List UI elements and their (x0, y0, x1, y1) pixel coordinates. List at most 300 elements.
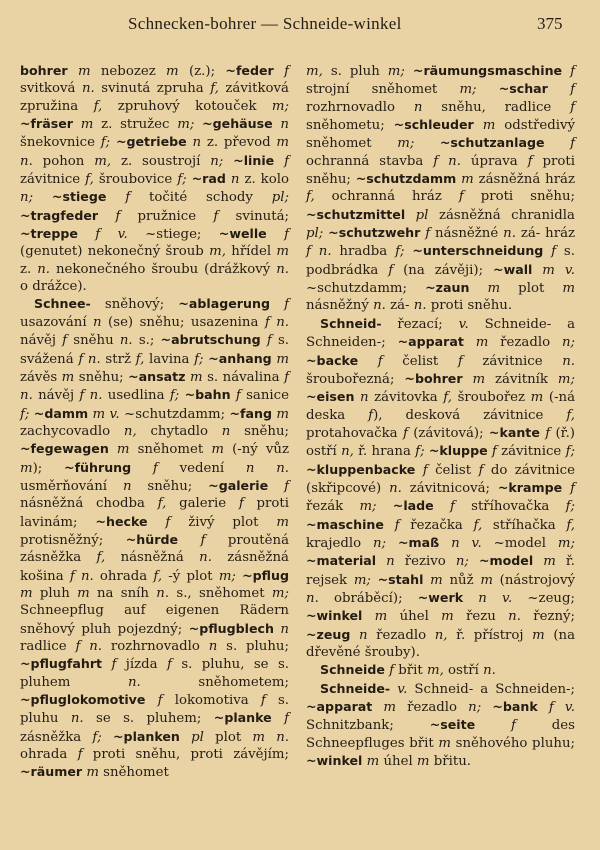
grammar-label: pl; (306, 226, 324, 242)
entry-text (414, 136, 440, 151)
entry-text: návěj (32, 388, 80, 404)
entry-text: pružnice (120, 208, 214, 224)
entry-text: živý plot (170, 514, 277, 530)
headword: ~schutzwehr (328, 225, 421, 241)
headword: Schneide (320, 662, 385, 678)
grammar-label: f (457, 353, 463, 369)
entry-text: z. převod (201, 135, 277, 151)
grammar-label: f (449, 499, 455, 515)
grammar-label: n (208, 639, 218, 654)
grammar-label: f n. (264, 314, 289, 330)
grammar-label: f (77, 747, 83, 763)
entry-text: jízda (116, 657, 168, 673)
headword: ~tragfeder (20, 207, 99, 223)
grammar-label: f n. (78, 351, 101, 367)
headword: ~räumungsmaschine (412, 63, 563, 78)
entry-text (267, 227, 284, 242)
grammar-label: f (570, 99, 575, 115)
entry-text: sněhometem; (140, 674, 289, 690)
grammar-label: f n. (433, 153, 461, 169)
headword: ~werk (417, 589, 464, 605)
headword: ~kluppe (428, 443, 488, 459)
entry-text: -ý plot (162, 568, 219, 584)
grammar-label: f (458, 189, 464, 205)
page-number: 375 (537, 14, 563, 33)
grammar-label: m, (306, 64, 323, 79)
headword: ~apparat (306, 699, 373, 715)
entry-text: strž (100, 351, 136, 367)
entry-text: proti sněhu. (426, 298, 513, 314)
entry-text: (genutet) nekonečný šroub (20, 244, 210, 260)
grammar-label: f (284, 64, 289, 79)
grammar-label: f (284, 711, 290, 727)
entry-text (543, 244, 551, 259)
grammar-label: f; (169, 388, 180, 404)
headword: ~kluppenbacke (306, 461, 416, 477)
headword: ~fräser (20, 116, 73, 132)
entry-text: zá- hráz (515, 226, 575, 242)
entry-text (434, 499, 450, 514)
grammar-label: pl (191, 729, 204, 745)
grammar-label: m v. (92, 406, 120, 422)
running-head: Schnecken-bohrer — Schneide-winkel (128, 14, 402, 33)
headword: Schneid- (320, 315, 382, 331)
grammar-label: f (422, 462, 428, 478)
entry-text: Schneid- a Schneiden-; (407, 681, 576, 697)
entry-text: s., sněhomet (169, 585, 272, 601)
headword: ~abrutschung (160, 332, 261, 348)
grammar-label: n. (389, 480, 402, 496)
grammar-label: n (280, 621, 289, 637)
entry-text: strojní sněhomet (306, 82, 460, 98)
grammar-label: m (480, 572, 493, 588)
entry-text: násněžná chodba (20, 496, 158, 512)
dictionary-entry (306, 680, 575, 771)
headword: ~eisen (306, 389, 355, 405)
grammar-label: f (511, 718, 516, 734)
headword: ~führung (64, 459, 132, 475)
entry-text: protahovačka (306, 425, 403, 441)
entry-text (439, 536, 451, 551)
entry-text: lavina (144, 351, 195, 367)
entry-text (180, 730, 191, 745)
grammar-label: f (115, 208, 121, 224)
entry-text (131, 461, 153, 476)
entry-text (469, 554, 479, 569)
entry-text (109, 442, 117, 457)
entry-text: z. (20, 261, 38, 277)
headword: ~schutzmittel (306, 206, 406, 222)
entry-text (68, 64, 78, 79)
entry-text: z. stružec (93, 117, 178, 133)
grammar-label: n; (455, 554, 469, 570)
grammar-label: pl; (271, 190, 290, 206)
entry-text: řezák (306, 499, 360, 515)
grammar-label: f n. (69, 568, 94, 584)
entry-text (386, 536, 398, 551)
grammar-label: n. (306, 590, 319, 606)
entry-text: pohon (32, 153, 95, 169)
grammar-label: m n. (20, 135, 289, 169)
grammar-label: m (416, 754, 430, 770)
entry-text (98, 209, 115, 224)
grammar-label: m; (557, 371, 575, 387)
grammar-label: f n. (79, 388, 103, 404)
entry-text: břit (394, 663, 427, 679)
entry-text: o drážce). (20, 279, 87, 295)
grammar-label: m (366, 754, 380, 770)
grammar-label: m (374, 609, 388, 625)
grammar-label: f; (177, 172, 187, 188)
grammar-label: f; (20, 406, 30, 422)
entry-text (371, 573, 378, 588)
grammar-label: n. (483, 663, 496, 679)
grammar-label: f (165, 514, 171, 530)
entry-text: ), desková závitnice (373, 407, 567, 423)
grammar-label: f; (565, 499, 576, 515)
headword: ~räumer (20, 764, 83, 780)
entry-text (223, 154, 233, 169)
headword: ~pflug (242, 567, 289, 583)
grammar-label: m, (209, 244, 226, 260)
entry-text (274, 64, 284, 79)
entry-text: proti sněhu; (463, 189, 576, 205)
grammar-label: n; (468, 700, 482, 716)
grammar-label: n (192, 135, 202, 151)
entry-text: břitu. (429, 754, 472, 770)
entry-text (73, 117, 81, 132)
entry-text: se s. pluhem; (83, 711, 214, 727)
grammar-label: f (62, 333, 68, 349)
entry-text: s. pluhu; (217, 639, 289, 654)
headword: ~bahn (184, 387, 231, 403)
grammar-label: f (284, 153, 289, 169)
entry-text: úprava (460, 153, 528, 169)
headword: ~rad (191, 171, 226, 187)
entry-text: řezačka (399, 517, 474, 533)
grammar-label: f (167, 657, 172, 673)
grammar-label: n. (156, 585, 170, 601)
entry-text: proti lavinám; (20, 496, 289, 530)
entry-text: ~zeug; (512, 590, 575, 606)
headword: ~backe (306, 352, 359, 368)
entry-text: nekonečného šroubu (drážkový (50, 261, 277, 277)
entry-text: protisněžný; (20, 532, 126, 548)
grammar-label: m; (459, 82, 477, 98)
headword: ~schutzdamm (355, 171, 457, 187)
headword: ~fegewagen (20, 441, 109, 457)
entry-text: závitník (485, 371, 558, 387)
grammar-label: n n. (245, 460, 289, 476)
entry-text: sněhu; (74, 369, 129, 385)
entry-text (102, 730, 113, 745)
headword: Schneide- (320, 680, 391, 696)
entry-text: proti sněhu; (306, 153, 575, 188)
headword: ~stiege (51, 189, 107, 205)
grammar-label: n, (434, 627, 448, 643)
entry-text: svinutá zpruha (94, 81, 211, 97)
entry-text: zásněžná hráz (473, 172, 575, 188)
grammar-label: m (461, 172, 474, 188)
grammar-label: m (530, 390, 544, 406)
grammar-label: f (284, 297, 289, 313)
page-header (0, 0, 600, 40)
grammar-label: m (532, 627, 545, 643)
entry-text (538, 700, 549, 715)
entry-text (148, 515, 166, 530)
entry-text (106, 190, 125, 205)
grammar-label: n. (119, 333, 133, 349)
entry-text: zpruhový kotouček (102, 98, 272, 114)
grammar-label: n (360, 390, 369, 406)
grammar-label: m (562, 281, 575, 297)
grammar-label: f, (306, 189, 315, 205)
headword: ~schutzanlage (439, 135, 545, 151)
entry-text: sněhu, radlice (422, 99, 571, 115)
grammar-label: f (213, 208, 219, 224)
entry-text: sněhový; (90, 297, 179, 313)
grammar-label: f, (135, 351, 145, 367)
entry-text (78, 227, 95, 242)
entry-text: ); (32, 460, 65, 476)
grammar-label: m (430, 572, 443, 588)
grammar-label: n, (123, 423, 137, 439)
entry-text: proutěná zásněžka (20, 532, 290, 566)
grammar-label: f; (565, 444, 575, 460)
headword: ~maß (397, 534, 440, 550)
entry-text (268, 479, 284, 494)
entry-text: (-ný vůz (223, 442, 289, 458)
entry-text (415, 463, 422, 478)
entry-text: chytadlo (136, 423, 222, 439)
entry-text: (z.); (178, 64, 226, 79)
grammar-label: f v. (95, 227, 128, 243)
grammar-label: n. (70, 711, 84, 727)
entry-text: řezadlo (396, 700, 469, 716)
entry-text: sněhometu; (306, 118, 394, 134)
entry-text: stříhačka (482, 517, 567, 533)
grammar-label: f, (566, 517, 576, 533)
entry-text: svinutá; (218, 208, 289, 224)
entry-text: na sníh (89, 585, 157, 601)
grammar-label: f v. (548, 700, 576, 716)
entry-text: (na závěji); (393, 262, 494, 278)
right-column (306, 62, 575, 770)
grammar-label: f; (395, 244, 405, 260)
headword: ~planken (113, 728, 180, 744)
headword: ~winkel (306, 608, 363, 624)
entry-text: hřídel (225, 244, 277, 260)
grammar-label: f n. (20, 369, 289, 404)
headword: ~linie (233, 152, 275, 168)
grammar-label: m; (271, 585, 289, 601)
entry-text: návěj (20, 333, 63, 349)
grammar-label: m (166, 64, 179, 79)
headword: ~seite (429, 717, 476, 733)
grammar-label: m (20, 460, 33, 476)
dictionary-entry (306, 62, 575, 315)
entry-text: svitková (20, 81, 82, 97)
entry-text (463, 591, 478, 606)
dictionary-entry (20, 62, 289, 295)
grammar-label: m (276, 351, 289, 367)
entry-text: proti sněhu, proti závějím; (82, 747, 289, 763)
grammar-label: f (388, 262, 394, 278)
entry-text (405, 208, 416, 223)
entry-text: sněhového pluhu; (450, 735, 575, 751)
entry-text: z. kolo (239, 172, 289, 188)
entry-text: šroubořez (451, 390, 531, 406)
entry-text (377, 499, 393, 514)
entry-text: závitnice (20, 172, 86, 188)
grammar-label: f (394, 517, 400, 533)
grammar-label: v. (397, 681, 408, 697)
grammar-label: n. (373, 298, 386, 314)
dictionary-entry (306, 661, 575, 679)
entry-text: ohrada (20, 747, 78, 763)
grammar-label: f; (92, 729, 102, 745)
grammar-label: f, (93, 98, 103, 114)
entry-text: nůž (442, 572, 481, 588)
entry-text (545, 136, 571, 151)
grammar-label: m (543, 554, 556, 570)
headword: ~material (306, 553, 377, 569)
entry-text: z. soustrojí (111, 153, 211, 169)
grammar-label: n; (20, 190, 34, 206)
grammar-label: m (276, 244, 289, 260)
grammar-label: f, (210, 81, 219, 97)
grammar-label: m (482, 118, 496, 134)
entry-text (372, 700, 383, 715)
headword: ~pflugfahrt (20, 656, 103, 672)
grammar-label: m (472, 371, 486, 387)
grammar-label: f (389, 663, 395, 679)
grammar-label: f n. (306, 244, 332, 260)
grammar-label: f (402, 425, 408, 441)
entry-text: Schneepflug auf eigenen Rädern sněhový pluh pojezdný; (20, 603, 289, 637)
grammar-label: m (116, 442, 130, 458)
entry-text: ~schutzdamm; (306, 281, 426, 297)
entry-text: řezací; (381, 316, 459, 332)
entry-text: zachycovadlo (20, 423, 124, 439)
grammar-label: f, (153, 568, 163, 584)
grammar-label: m (61, 369, 75, 385)
headword: ~galerie (208, 477, 269, 493)
headword: ~bohrer (404, 370, 463, 386)
entry-text: stříhovačka (454, 499, 566, 515)
grammar-label: m (441, 609, 454, 625)
entry-text: s. svážená (20, 333, 290, 367)
entry-text: řezivo (394, 554, 456, 570)
entry-text: pluh (32, 585, 78, 601)
grammar-label: f (527, 153, 533, 169)
grammar-label: m; (397, 136, 415, 152)
entry-text (376, 554, 386, 569)
entry-text (33, 190, 52, 205)
grammar-label: m (487, 281, 501, 297)
grammar-label: m (86, 765, 99, 781)
entry-text: vedení (157, 460, 246, 476)
entry-text: obráběcí); (318, 590, 418, 606)
headword: ~wall (493, 261, 533, 277)
entry-text: nebozez (90, 64, 167, 79)
entry-text: ~schutzdamm; (119, 406, 230, 422)
entry-text: násněžné (430, 226, 504, 242)
entry-text: zásněžná košina (20, 550, 289, 584)
entry-text: řezný; (520, 609, 576, 625)
grammar-label: f, (85, 172, 94, 188)
grammar-label: n; (373, 535, 387, 551)
headword: ~maschine (306, 516, 384, 532)
headword: ~winkel (306, 753, 363, 769)
grammar-label: f (570, 64, 576, 79)
grammar-label: m v. (542, 262, 575, 278)
entry-text: závitovka (368, 390, 444, 406)
grammar-label: f (545, 425, 551, 441)
entry-text: točité schody (130, 190, 272, 206)
grammar-label: f, (157, 496, 167, 512)
entry-text: hradba (331, 244, 396, 260)
entry-text (463, 372, 473, 387)
entry-text: s. pluh (322, 64, 388, 79)
grammar-label: n (122, 478, 132, 494)
headword: ~ansatz (128, 368, 186, 384)
headword: ~bank (492, 699, 538, 715)
grammar-label: m (276, 514, 289, 530)
grammar-label: n. (276, 261, 289, 277)
entry-text: ostří (443, 663, 484, 679)
dictionary-entry (20, 295, 289, 781)
grammar-label: n. (199, 550, 212, 566)
grammar-label: m; (353, 572, 371, 588)
entry-text: lokomotiva (162, 693, 261, 709)
headword: ~hürde (125, 531, 179, 547)
grammar-label: f (377, 353, 383, 369)
entry-text: závitnice (496, 444, 566, 460)
entry-text: sněhu; (230, 423, 289, 439)
entry-text: ř. hrana (353, 444, 416, 460)
entry-text (562, 64, 570, 79)
grammar-label: n. (81, 81, 95, 97)
entry-text: ~model (481, 535, 558, 551)
grammar-label: f (266, 333, 272, 349)
headword: ~welle (218, 226, 267, 242)
grammar-label: n. (562, 353, 575, 369)
grammar-label: n; (561, 335, 575, 351)
entry-text: (-ná deska (306, 390, 576, 423)
entry-text: (se) sněhu; usazenina (101, 314, 265, 330)
headword: Schnee- (34, 296, 91, 312)
grammar-label: m (276, 406, 289, 422)
grammar-label: f (284, 478, 289, 494)
grammar-label: n (386, 554, 395, 570)
grammar-label: m; (557, 535, 575, 551)
entry-text (194, 117, 202, 132)
entry-text: s. podbrádka (306, 244, 575, 278)
grammar-label: m (475, 335, 489, 351)
headword: ~fang (229, 405, 272, 421)
entry-text (145, 693, 157, 708)
grammar-label: m n. (252, 729, 289, 745)
entry-text: (ř.) ostří (306, 425, 575, 460)
entry-text: šnekovnice (20, 135, 101, 151)
headword: ~apparat (397, 334, 464, 350)
entry-text (533, 554, 543, 569)
grammar-label: n. (413, 298, 427, 314)
entry-text: galerie (166, 496, 239, 512)
entry-text (532, 263, 542, 278)
entry-text: závitnice (462, 353, 563, 369)
